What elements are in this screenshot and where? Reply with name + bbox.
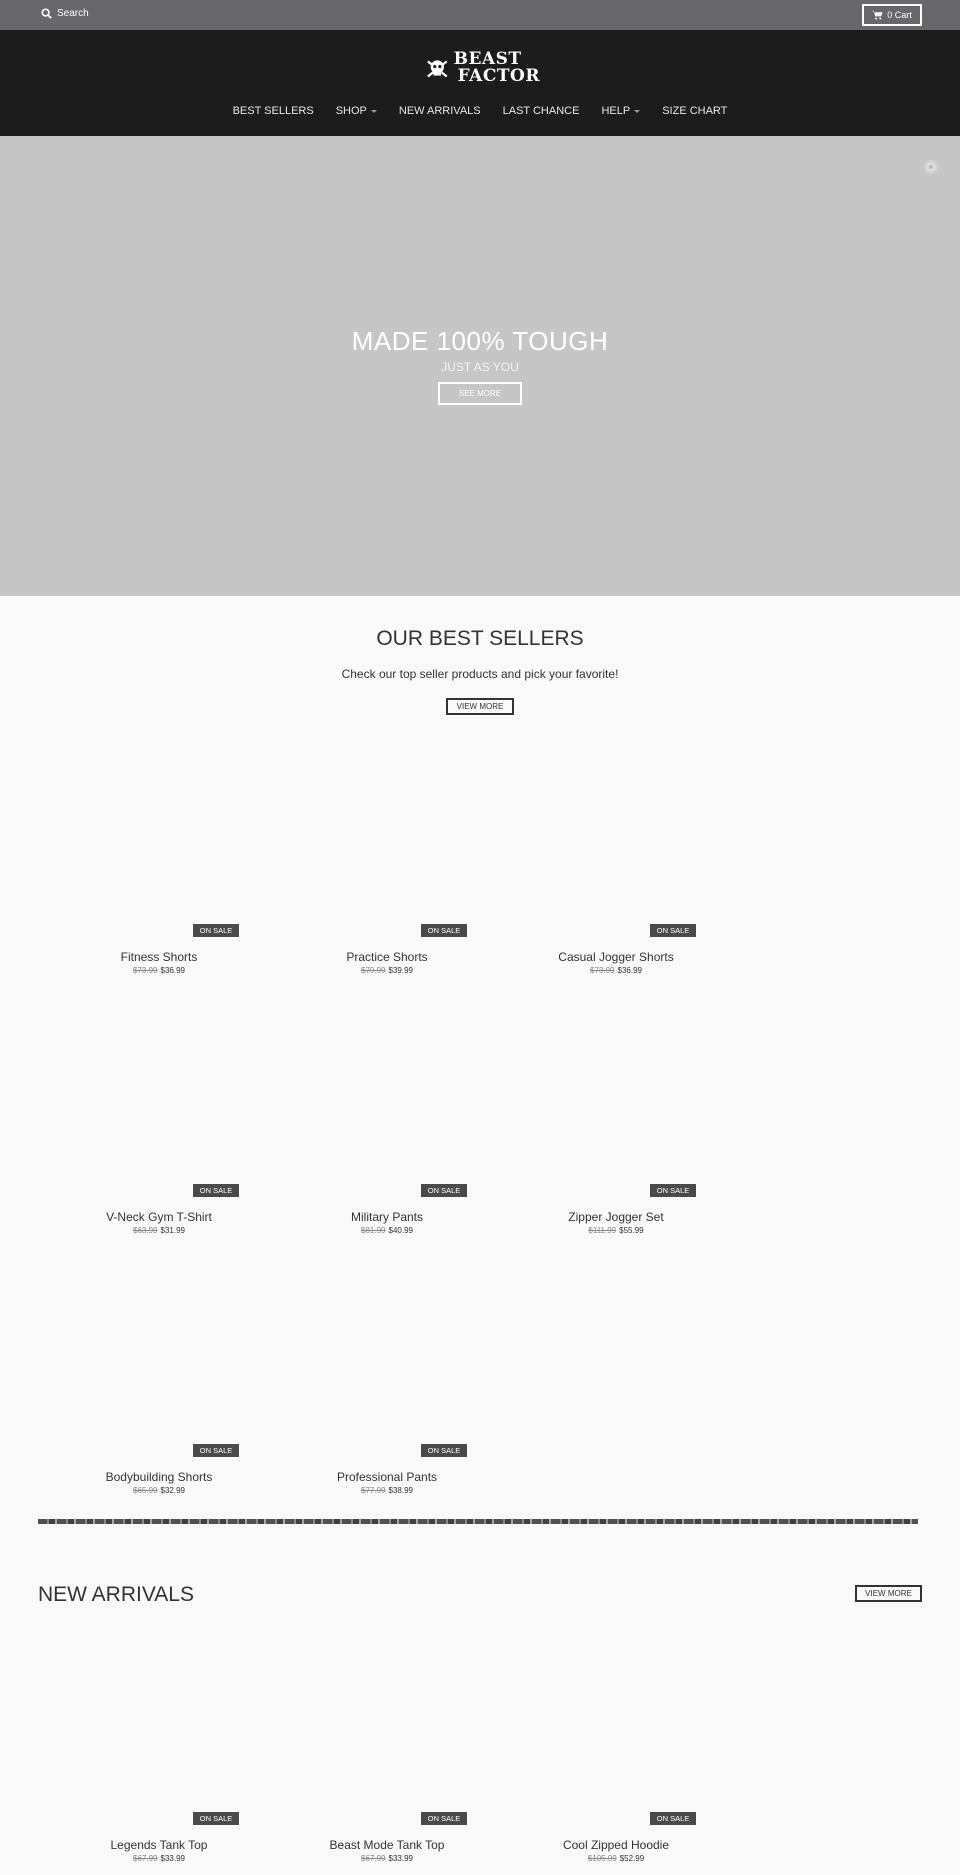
product-card[interactable] (79, 1812, 239, 1875)
sale-price: $33.99 (160, 1854, 185, 1863)
old-price: $81.99 (361, 1226, 386, 1235)
product-name[interactable]: Cool Zipped Hoodie (562, 1838, 670, 1852)
chevron-down-icon (634, 110, 640, 113)
nav-last-chance[interactable]: LAST CHANCE (502, 105, 580, 117)
sale-price: $52.99 (619, 1854, 645, 1863)
product-price (79, 1226, 239, 1235)
product-card[interactable] (536, 1184, 696, 1304)
product-card[interactable] (79, 1444, 239, 1564)
product-name[interactable]: Casual Jogger Shorts (558, 950, 674, 964)
product-price (307, 1226, 467, 1235)
logo-text (454, 51, 540, 85)
sale-badge: ON SALE (193, 924, 239, 937)
sale-price: $36.99 (160, 966, 185, 975)
product-card[interactable] (307, 924, 467, 1044)
sale-price: $40.99 (388, 1226, 413, 1235)
sale-price: $36.99 (617, 966, 642, 975)
product-card[interactable] (79, 924, 239, 1044)
cart-button[interactable] (862, 4, 922, 26)
old-price: $73.99 (590, 966, 615, 975)
sale-price: $55.99 (619, 1226, 644, 1235)
sale-price: $33.99 (388, 1854, 413, 1863)
product-card[interactable] (307, 1184, 467, 1304)
logo-line-2: FACTOR (457, 66, 540, 86)
product-name[interactable]: Zipper Jogger Set (568, 1210, 664, 1224)
product-card[interactable] (79, 1184, 239, 1304)
product-name[interactable]: Legends Tank Top (110, 1838, 208, 1852)
logo-line-1: BEAST (453, 49, 522, 69)
product-price (307, 966, 467, 975)
product-card[interactable] (307, 1812, 467, 1875)
site-header (0, 30, 960, 136)
product-name[interactable]: Beast Mode Tank Top (329, 1838, 445, 1852)
cart-icon (872, 10, 883, 20)
skull-icon (425, 55, 450, 81)
product-name[interactable]: Professional Pants (336, 1470, 438, 1484)
old-price: $63.99 (133, 1226, 158, 1235)
product-price (307, 1486, 467, 1495)
old-price: $67.99 (361, 1854, 386, 1863)
sale-price: $32.99 (160, 1486, 185, 1495)
product-price (79, 1486, 239, 1495)
product-name[interactable]: Fitness Shorts (120, 950, 198, 964)
sale-badge: ON SALE (650, 1184, 696, 1197)
slider-dot[interactable] (924, 160, 938, 174)
sale-badge: ON SALE (193, 1444, 239, 1457)
product-price (307, 1854, 467, 1863)
nav-help[interactable]: HELP (601, 105, 640, 117)
sale-price: $31.99 (160, 1226, 185, 1235)
main-nav (0, 105, 960, 117)
sale-badge: ON SALE (421, 1444, 467, 1457)
old-price: $77.99 (361, 1486, 386, 1495)
nav-best-sellers[interactable]: BEST SELLERS (232, 105, 314, 117)
sale-badge: ON SALE (193, 1184, 239, 1197)
hero-subtitle: JUST AS YOU (441, 360, 519, 374)
sale-price: $39.99 (388, 966, 413, 975)
section-divider (38, 1519, 918, 1524)
sale-price: $38.99 (388, 1486, 413, 1495)
product-name[interactable]: V-Neck Gym T-Shirt (106, 1210, 212, 1224)
product-card[interactable] (536, 924, 696, 1044)
product-price (536, 966, 696, 975)
old-price: $111.99 (588, 1226, 617, 1235)
product-price (79, 966, 239, 975)
new-arrivals-view-more-button[interactable]: VIEW MORE (855, 1585, 922, 1602)
product-card[interactable] (307, 1444, 467, 1564)
top-bar (0, 0, 960, 30)
product-price (536, 1226, 696, 1235)
old-price: $79.99 (361, 966, 386, 975)
product-name[interactable]: Bodybuilding Shorts (105, 1470, 213, 1484)
sale-badge: ON SALE (421, 924, 467, 937)
product-name[interactable]: Practice Shorts (346, 950, 428, 964)
new-arrivals-title: NEW ARRIVALS (38, 1583, 194, 1606)
nav-size-chart[interactable]: SIZE CHART (662, 105, 728, 117)
hero-banner (0, 136, 960, 596)
best-sellers-view-more-button[interactable]: VIEW MORE (446, 698, 514, 715)
search-link[interactable] (41, 8, 89, 19)
product-price (79, 1854, 239, 1863)
old-price: $73.99 (133, 966, 158, 975)
hero-title: MADE 100% TOUGH (351, 326, 609, 356)
product-name[interactable]: Military Pants (350, 1210, 424, 1224)
product-price (536, 1854, 696, 1863)
best-sellers-title: OUR BEST SELLERS (376, 627, 584, 650)
best-sellers-subtitle: Check our top seller products and pick your favorite! (341, 667, 619, 681)
search-label: Search (57, 8, 89, 19)
see-more-button[interactable]: SEE MORE (438, 382, 522, 405)
sale-badge: ON SALE (650, 1812, 696, 1825)
old-price: $65.99 (133, 1486, 158, 1495)
nav-shop[interactable]: SHOP (336, 105, 377, 117)
sale-badge: ON SALE (421, 1184, 467, 1197)
cart-label: 0 Cart (887, 10, 912, 20)
sale-badge: ON SALE (193, 1812, 239, 1825)
old-price: $67.99 (133, 1854, 158, 1863)
old-price: $105.99 (587, 1854, 617, 1863)
chevron-down-icon (371, 110, 377, 113)
nav-new-arrivals[interactable]: NEW ARRIVALS (398, 105, 481, 117)
search-icon (41, 8, 52, 19)
sale-badge: ON SALE (650, 924, 696, 937)
sale-badge: ON SALE (421, 1812, 467, 1825)
logo[interactable] (425, 48, 540, 88)
product-card[interactable] (536, 1812, 696, 1875)
